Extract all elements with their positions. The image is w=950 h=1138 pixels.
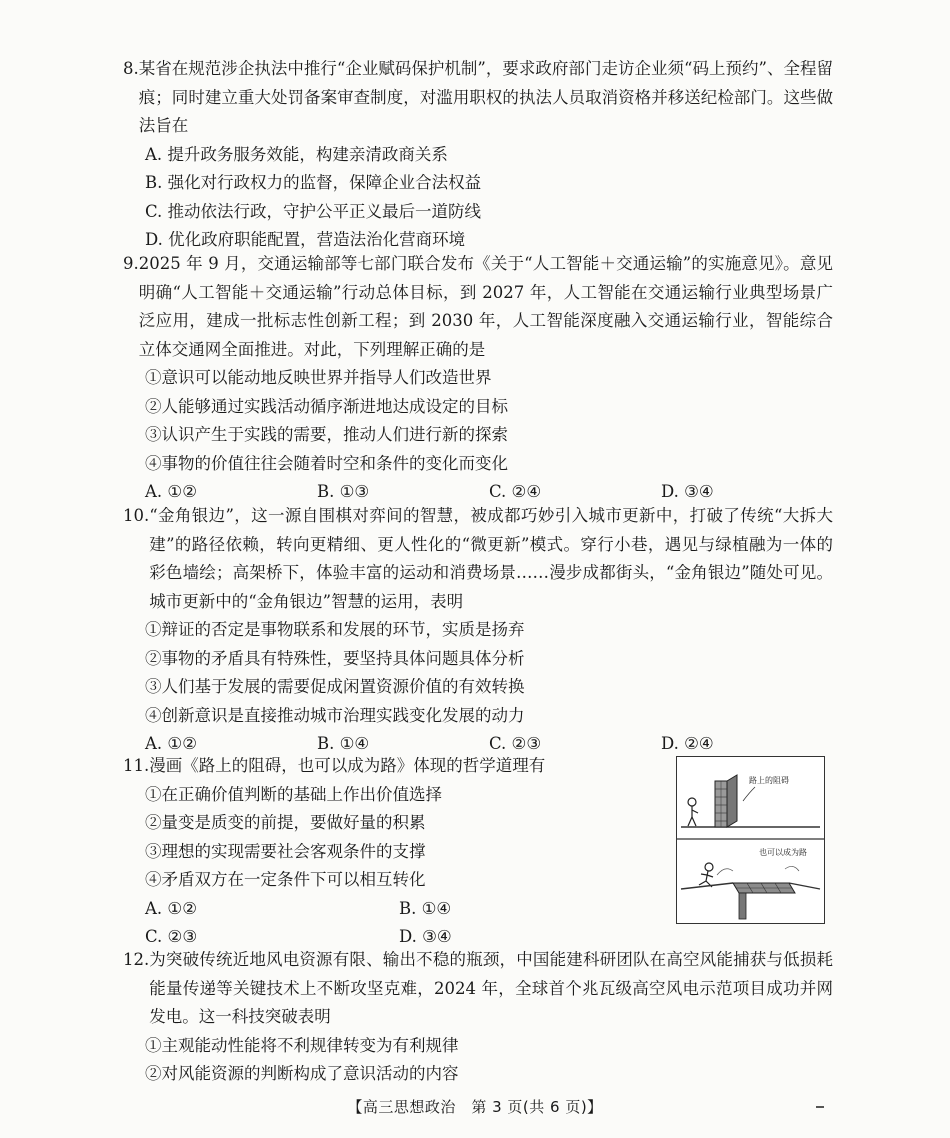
page-footer: 【高三思想政治 第 3 页(共 6 页)】 (347, 1098, 603, 1116)
question-number: 11. (123, 756, 150, 775)
question-text: “金角银边”，这一源自围棋对弈间的智慧，被成都巧妙引入城市更新中，打破了传统“大拆大建”的路径依赖，转向更精细、更人性化的“微更新”模式。穿行小巷，遇见与绿植融为一体的彩色墙绘；高架桥下，体验丰富的运动和消费场景……漫步成都街头，“金角银边”随处可见。城市更新中的“金角银边”智慧的运用，表明 (149, 506, 833, 611)
statement-4: ④事物的价值往往会随着时空和条件的变化而变化 (145, 453, 508, 473)
option-c[interactable]: C. 推动依法行政，守护公平正义最后一道防线 (145, 201, 482, 221)
choice-c[interactable]: C. ②③ (145, 927, 198, 946)
cartoon-illustration (676, 756, 825, 924)
choice-c[interactable]: C. ②④ (489, 482, 542, 501)
question-text: 漫画《路上的阻碍，也可以成为路》体现的哲学道理有 (149, 756, 546, 775)
statement-4: ④矛盾双方在一定条件下可以相互转化 (145, 870, 426, 889)
statement-2: ②量变是质变的前提，要做好量的积累 (145, 813, 426, 832)
choice-d[interactable]: D. ②④ (661, 734, 714, 753)
question-text: 为突破传统近地风电资源有限、输出不稳的瓶颈，中国能建科研团队在高空风能捕获与低损耗能量传递等关键技术上不断攻坚克难，2024 年，全球首个兆瓦级高空风电示范项目成功并网发电。这一科技突破表明 (149, 950, 833, 1026)
statement-1: ①主观能动性能将不利规律转变为有利规律 (145, 1035, 459, 1055)
stick-figure-icon (688, 798, 698, 826)
choice-a[interactable]: A. ①② (145, 898, 197, 918)
question-text: 某省在规范涉企执法中推行“企业赋码保护机制”，要求政府部门走访企业须“码上预约”、全程留痕；同时建立重大处罚备案审查制度，对滥用职权的执法人员取消资格并移送纪检部门。这些做法旨在 (138, 59, 833, 135)
cartoon-drawing (677, 757, 824, 923)
question-number: 8. (123, 59, 139, 78)
choice-a[interactable]: A. ①② (145, 482, 197, 501)
left-ground (681, 883, 733, 889)
statement-2: ②事物的矛盾具有特殊性，要坚持具体问题具体分析 (145, 648, 525, 668)
choice-b[interactable]: B. ①④ (399, 898, 452, 918)
question-10 (123, 502, 833, 759)
choice-a[interactable]: A. ①② (145, 734, 197, 753)
bottom-caption: 也可以成为路 (759, 848, 807, 857)
wall-bridge-icon (733, 883, 795, 919)
motion-line (717, 869, 733, 875)
question-text: 2025 年 9 月，交通运输部等七部门联合发布《关于“人工智能＋交通运输”的实施意见》。意见明确“人工智能＋交通运输”行动总体目标，到 2027 年，人工智能在交通运输行业典型场景广泛应用，建成一批标志性创新工程；到 2030 年，人工智能深度融入交通运输行业，智能综合立体交通网全面推进。对此，下列理解正确的是 (138, 254, 833, 359)
question-stem (123, 250, 833, 364)
question-number: 9. (123, 254, 139, 273)
statement-3: ③人们基于发展的需要促成闲置资源价值的有效转换 (145, 677, 525, 696)
statement-1: ①辩证的否定是事物联系和发展的环节，实质是扬弃 (145, 620, 525, 639)
option-a[interactable]: A. 提升政务服务效能，构建亲清政商关系 (145, 144, 448, 164)
statement-2: ②人能够通过实践活动循序渐进地达成设定的目标 (145, 396, 508, 416)
question-stem (123, 502, 833, 616)
question-stem (123, 55, 833, 141)
question-11 (123, 752, 653, 952)
question-stem (123, 752, 653, 781)
running-figure-icon (699, 863, 713, 887)
choice-d[interactable]: D. ③④ (399, 927, 452, 946)
right-ground (789, 883, 820, 889)
option-d[interactable]: D. 优化政府职能配置，营造法治化营商环境 (145, 230, 466, 249)
choice-b[interactable]: B. ①③ (317, 482, 370, 501)
question-stem (123, 946, 833, 1032)
motion-line (785, 866, 799, 871)
question-8 (123, 55, 833, 255)
statement-2: ②对风能资源的判断构成了意识活动的内容 (145, 1064, 459, 1083)
statement-3: ③理想的实现需要社会客观条件的支撑 (145, 841, 426, 861)
question-number: 10. (123, 506, 150, 525)
choice-b[interactable]: B. ①④ (317, 734, 370, 753)
statement-1: ①在正确价值判断的基础上作出价值选择 (145, 784, 442, 804)
question-number: 12. (123, 950, 150, 969)
top-caption: 路上的阻碍 (749, 776, 789, 785)
question-9 (123, 250, 833, 507)
choice-d[interactable]: D. ③④ (661, 482, 714, 501)
statement-4: ④创新意识是直接推动城市治理实践变化发展的动力 (145, 705, 525, 725)
statement-1: ①意识可以能动地反映世界并指导人们改造世界 (145, 368, 492, 387)
brick-wall-icon (715, 775, 737, 827)
question-12 (123, 946, 833, 1089)
page-mark (816, 1106, 824, 1108)
statement-3: ③认识产生于实践的需要，推动人们进行新的探索 (145, 425, 508, 444)
choice-c[interactable]: C. ②③ (489, 734, 542, 753)
answer-choices (123, 895, 653, 952)
option-b[interactable]: B. 强化对行政权力的监督，保障企业合法权益 (145, 173, 482, 192)
pointer-arrow (743, 787, 755, 801)
